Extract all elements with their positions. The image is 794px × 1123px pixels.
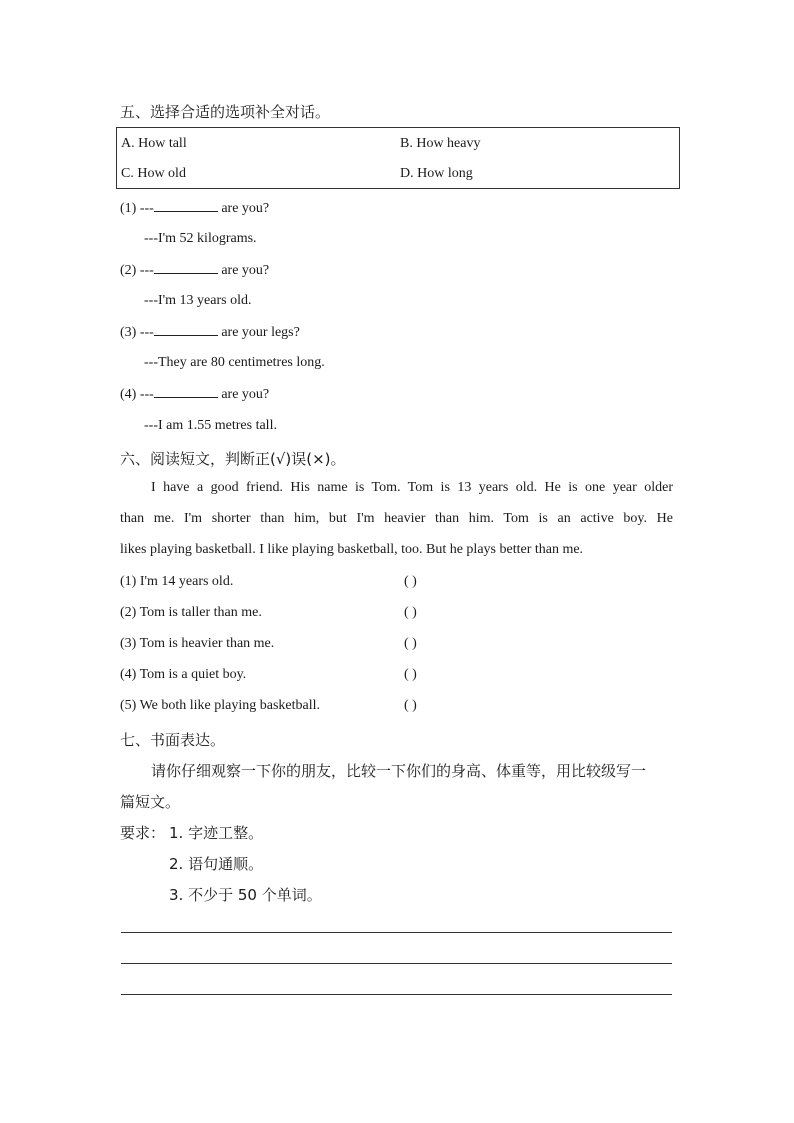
option-d: D. How long [400, 166, 473, 181]
writing-line[interactable] [121, 963, 672, 964]
instruction-line-2: 篇短文。 [120, 793, 181, 811]
answer-2: ---I'm 13 years old. [144, 293, 252, 308]
question-1: (1) --- are you? [120, 201, 270, 216]
answer-parentheses[interactable]: ( ) [404, 605, 417, 620]
answer-blank[interactable] [154, 386, 218, 398]
answer-blank[interactable] [154, 200, 218, 212]
instruction-line-1: 请你仔细观察一下你的朋友，比较一下你们的身高、体重等，用比较级写一 [151, 762, 647, 780]
requirement-3: 3. 不少于 50 个单词。 [169, 886, 322, 904]
passage-line-3: likes playing basketball. I like playing basketball, too. But he plays better than me. [120, 542, 584, 557]
answer-parentheses[interactable]: ( ) [404, 698, 417, 713]
section6-title: 六、阅读短文，判断正(√)误(×)。 [120, 450, 346, 468]
writing-line[interactable] [121, 994, 672, 995]
writing-line[interactable] [121, 932, 672, 933]
answer-blank[interactable] [154, 324, 218, 336]
answer-parentheses[interactable]: ( ) [404, 667, 417, 682]
option-c: C. How old [121, 166, 186, 181]
answer-parentheses[interactable]: ( ) [404, 574, 417, 589]
answer-4: ---I am 1.55 metres tall. [144, 418, 277, 433]
answer-blank[interactable] [154, 262, 218, 274]
requirement-1: 1. 字迹工整。 [169, 824, 264, 842]
statement-3: (3) Tom is heavier than me. [120, 636, 275, 651]
requirement-2: 2. 语句通顺。 [169, 855, 264, 873]
passage-line-1: I have a good friend. His name is Tom. Tom is 13 years old. He is one year older [151, 480, 673, 495]
statement-2: (2) Tom is taller than me. [120, 605, 262, 620]
statement-1: (1) I'm 14 years old. [120, 574, 234, 589]
question-3: (3) --- are your legs? [120, 325, 300, 340]
answer-3: ---They are 80 centimetres long. [144, 355, 325, 370]
section7-title: 七、书面表达。 [120, 731, 226, 749]
question-2: (2) --- are you? [120, 263, 270, 278]
option-a: A. How tall [121, 136, 187, 151]
passage-line-2: than me. I'm shorter than him, but I'm heavier than him. Tom is an active boy. He [120, 511, 673, 526]
requirements-label: 要求： [120, 824, 166, 842]
option-b: B. How heavy [400, 136, 481, 151]
section5-title: 五、选择合适的选项补全对话。 [120, 103, 331, 121]
answer-parentheses[interactable]: ( ) [404, 636, 417, 651]
answer-1: ---I'm 52 kilograms. [144, 231, 257, 246]
options-box [116, 127, 680, 189]
question-4: (4) --- are you? [120, 387, 270, 402]
statement-5: (5) We both like playing basketball. [120, 698, 321, 713]
statement-4: (4) Tom is a quiet boy. [120, 667, 247, 682]
